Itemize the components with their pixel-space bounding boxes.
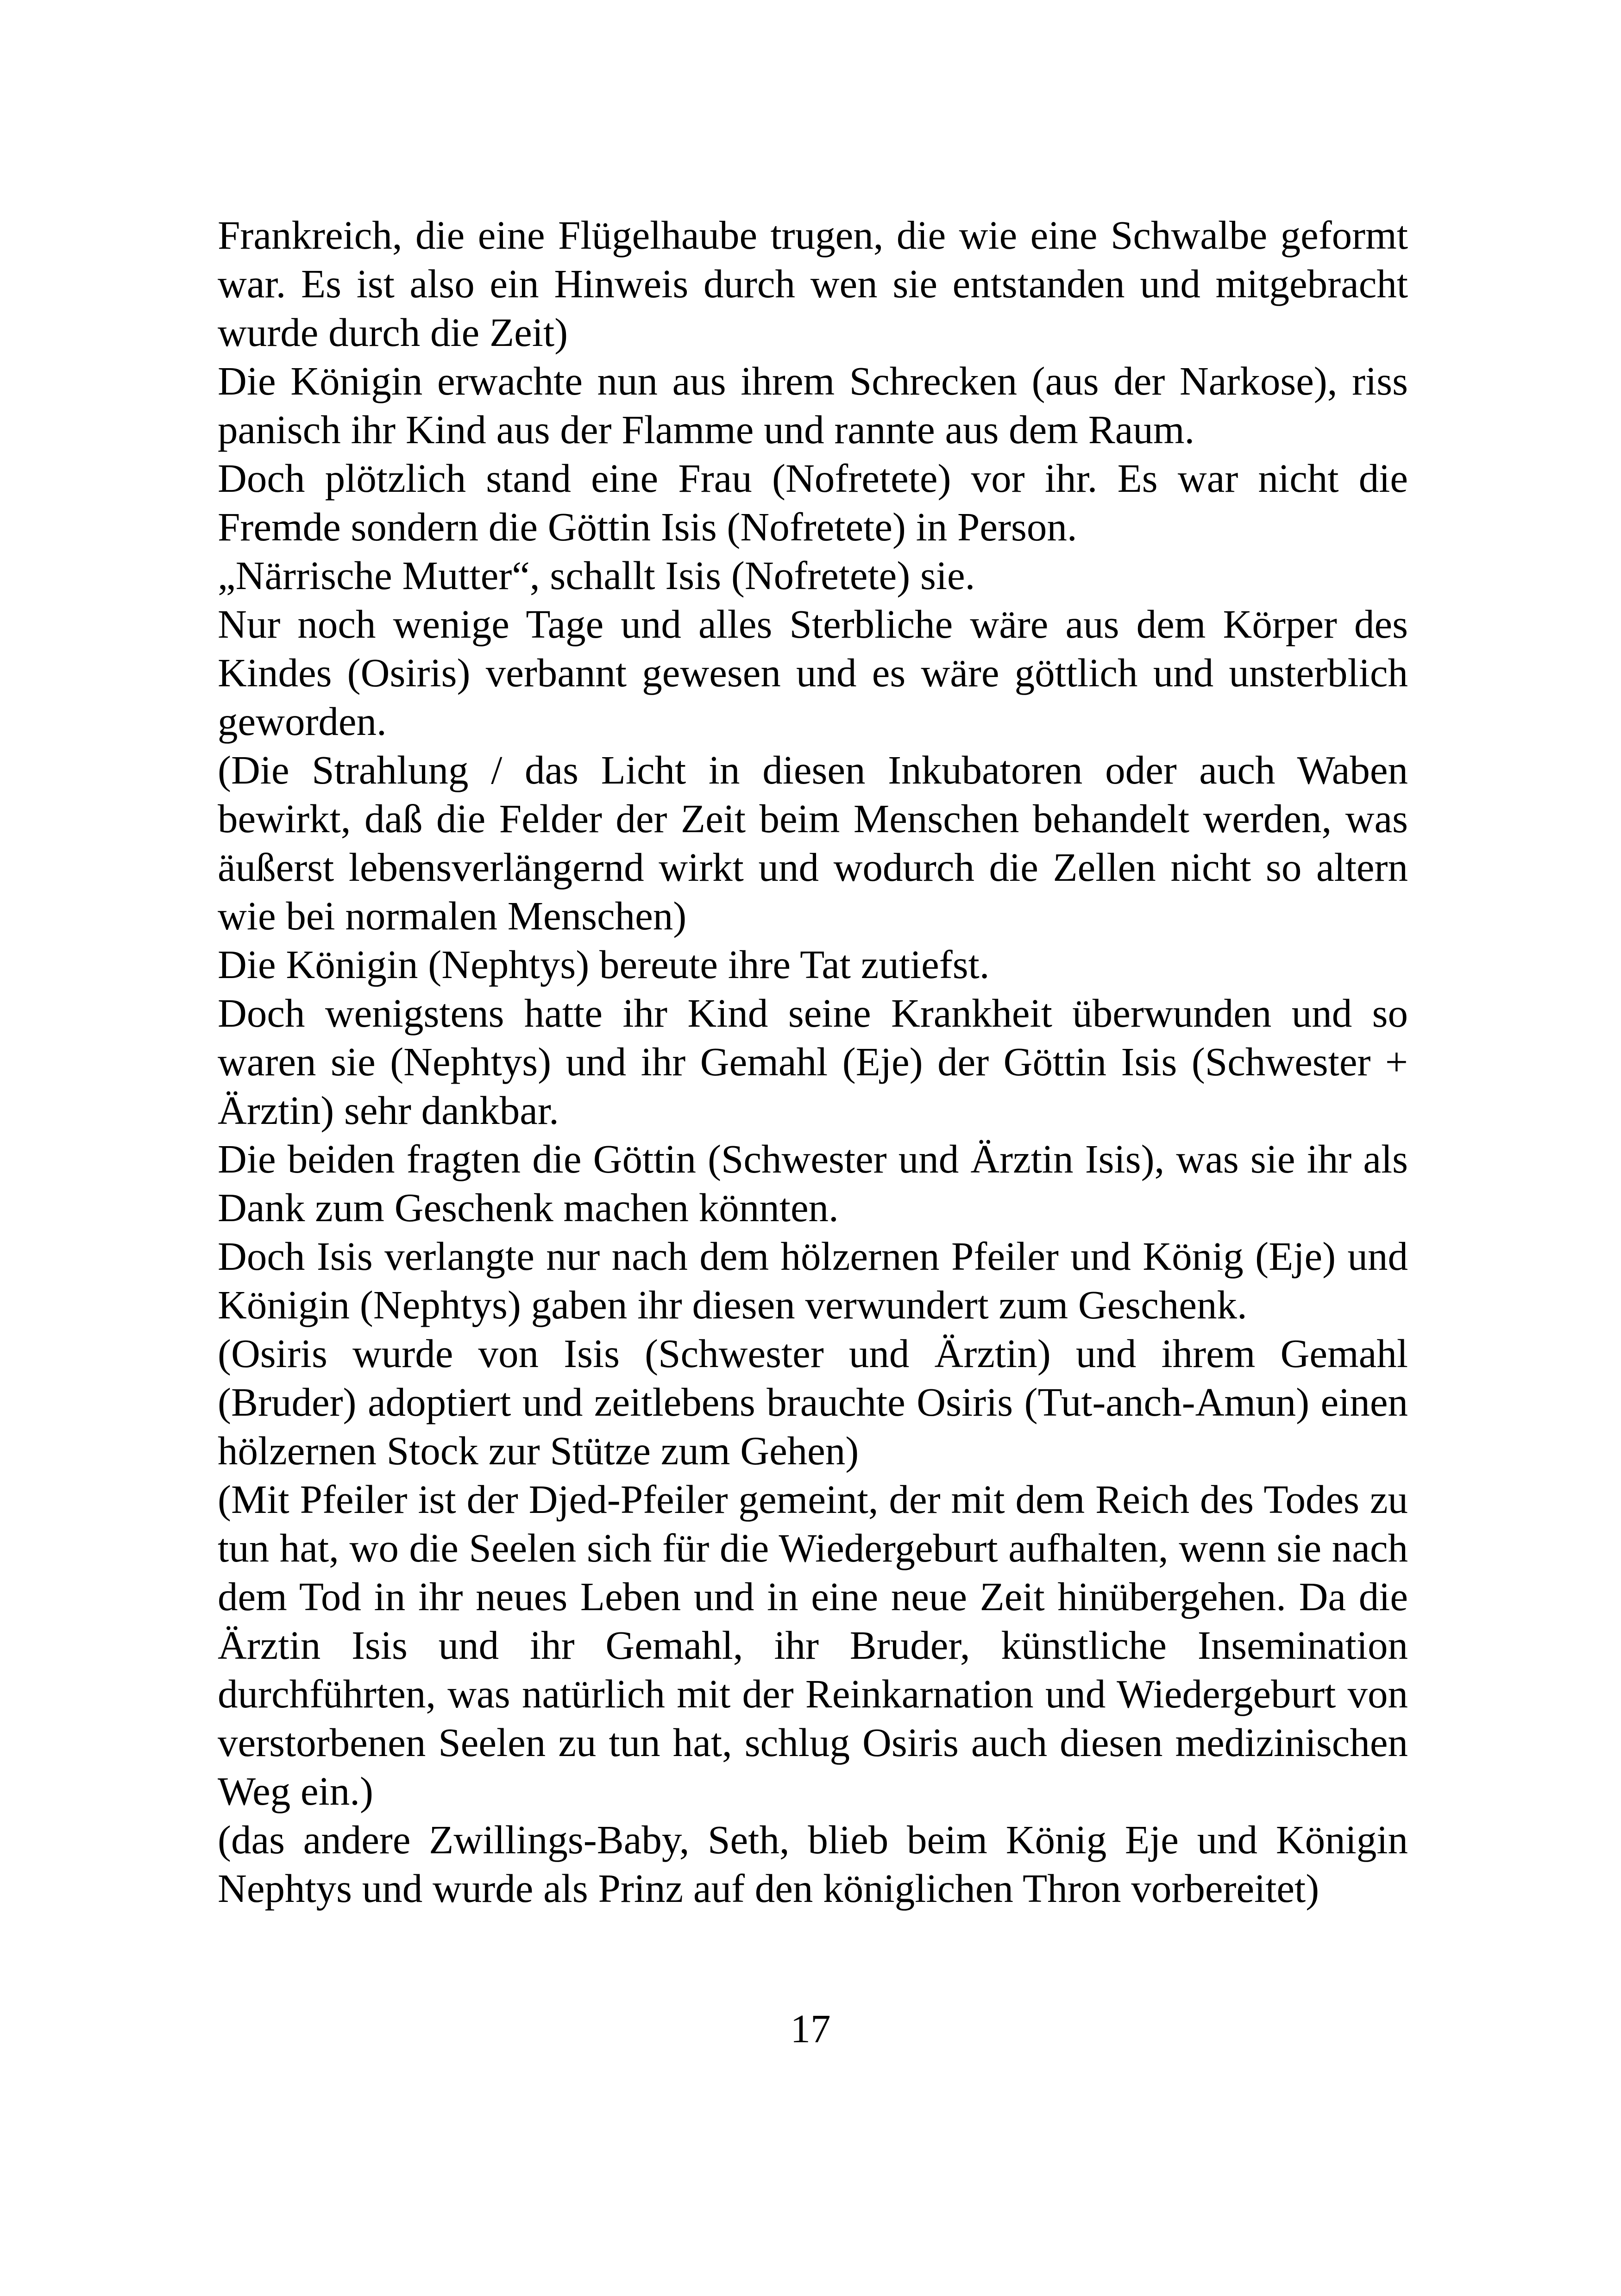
paragraph: Die Königin erwachte nun aus ihrem Schrecken (aus der Narkose), riss panisch ihr Kind aus der Flamme und rannte aus dem Raum. [218, 358, 1408, 452]
paragraph: Nur noch wenige Tage und alles Sterbliche wäre aus dem Körper des Kindes (Osiris) verbannt gewesen und es wäre göttlich und unsterblich geworden. [218, 602, 1408, 744]
paragraph: Doch wenigstens hatte ihr Kind seine Krankheit überwunden und so waren sie (Nephtys) und ihr Gemahl (Eje) der Göttin Isis (Schwester + Ärztin) sehr dankbar. [218, 991, 1408, 1133]
paragraph: (das andere Zwillings-Baby, Seth, blieb beim König Eje und Königin Nephtys und wurde als Prinz auf den königlichen Thron vorbereitet) [218, 1817, 1408, 1911]
paragraph: (Osiris wurde von Isis (Schwester und Ärztin) und ihrem Gemahl (Bruder) adoptiert und zeitlebens brauchte Osiris (Tut-anch-Amun) einen hölzernen Stock zur Stütze zum Gehen) [218, 1331, 1408, 1473]
paragraph: Doch plötzlich stand eine Frau (Nofretete) vor ihr. Es war nicht die Fremde sondern die Göttin Isis (Nofretete) in Person. [218, 456, 1408, 549]
paragraph: „Närrische Mutter“, schallt Isis (Nofretete) sie. [218, 553, 975, 598]
paragraph: Doch Isis verlangte nur nach dem hölzernen Pfeiler und König (Eje) und Königin (Nephtys) gaben ihr diesen verwundert zum Geschenk. [218, 1234, 1408, 1327]
paragraph: Frankreich, die eine Flügelhaube trugen, die wie eine Schwalbe geformt war. Es ist also ein Hinweis durch wen sie entstanden und mitgebracht wurde durch die Zeit) [218, 213, 1408, 355]
page-number: 17 [790, 2006, 831, 2051]
paragraph: (Die Strahlung / das Licht in diesen Inkubatoren oder auch Waben bewirkt, daß die Felder der Zeit beim Menschen behandelt werden, was äußerst lebensverlängernd wirkt und wodurch die Zellen nicht so altern wie bei normalen Menschen) [218, 747, 1408, 938]
paragraph: Die beiden fragten die Göttin (Schwester und Ärztin Isis), was sie ihr als Dank zum Geschenk machen könnten. [218, 1136, 1408, 1230]
body-text [218, 211, 1408, 1913]
paragraph: Die Königin (Nephtys) bereute ihre Tat zutiefst. [218, 942, 990, 987]
paragraph: (Mit Pfeiler ist der Djed-Pfeiler gemeint, der mit dem Reich des Todes zu tun hat, wo die Seelen sich für die Wiedergeburt aufhalten, wenn sie nach dem Tod in ihr neues Leben und in eine neue Zeit hinübergehen. Da die Ärztin Isis und ihr Gemahl, ihr Bruder, künstliche Insemination durchführten, was natürlich mit der Reinkarnation und Wiedergeburt von verstorbenen Seelen zu tun hat, schlug Osiris auch diesen medizinischen Weg ein.) [218, 1477, 1408, 1813]
